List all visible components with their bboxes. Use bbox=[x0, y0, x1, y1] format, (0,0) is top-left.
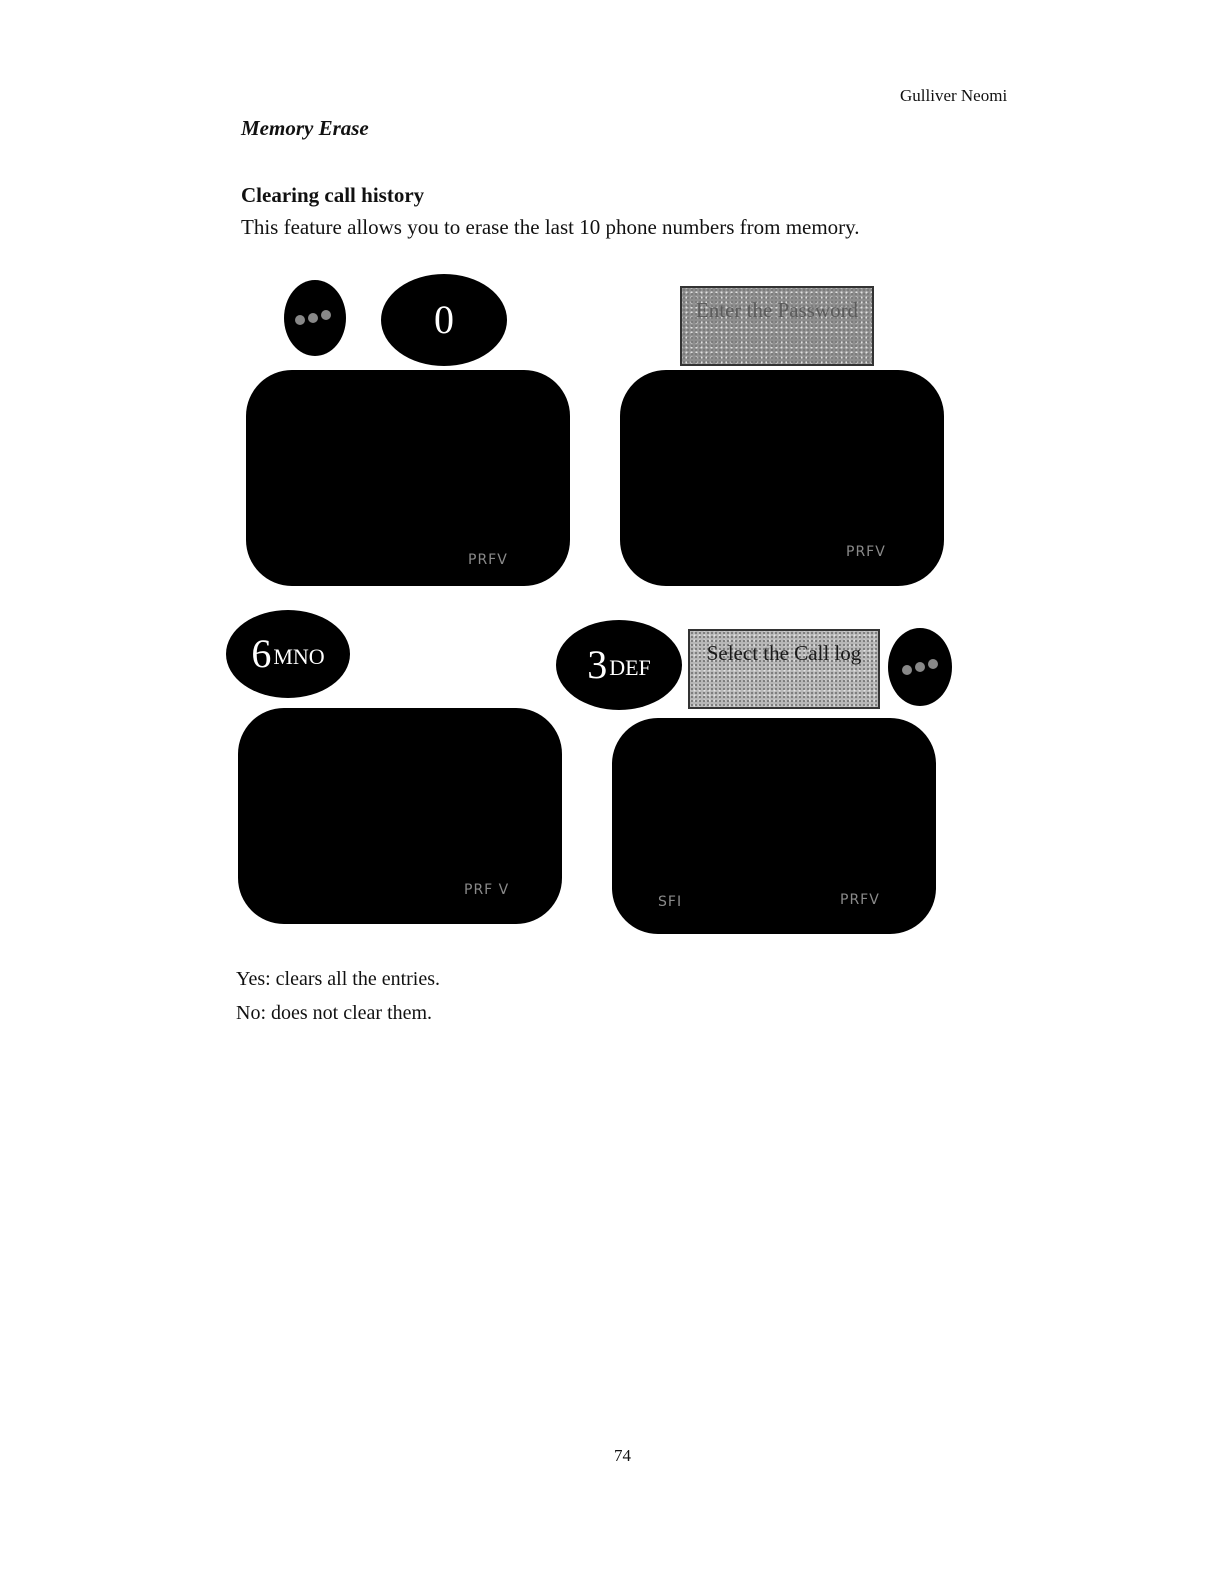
heading: Clearing call history bbox=[241, 183, 425, 207]
menu-key-icon bbox=[888, 628, 952, 706]
key-0 bbox=[381, 274, 507, 366]
phone-screen-4 bbox=[612, 718, 936, 934]
phone-screen-3 bbox=[238, 708, 562, 924]
softkey-prev-faded: PRF V bbox=[464, 882, 510, 898]
key-3-digit: 3 bbox=[587, 642, 608, 687]
softkey-sel: SFI bbox=[658, 894, 683, 910]
phone-screen-1 bbox=[246, 370, 570, 586]
phone-screen-2 bbox=[620, 370, 944, 586]
intro-text: This feature allows you to erase the last 10 phone numbers from memory. bbox=[241, 215, 860, 239]
call-log-callout bbox=[688, 629, 880, 709]
note-yes: Yes: clears all the entries. bbox=[236, 968, 441, 990]
section-title: Memory Erase bbox=[241, 116, 369, 140]
password-callout-text: Enter the Password bbox=[695, 298, 859, 322]
password-callout bbox=[680, 286, 874, 366]
header-author: Gulliver Neomi bbox=[900, 86, 1008, 105]
note-no: No: does not clear them. bbox=[236, 1002, 433, 1024]
softkey-prev: PRFV bbox=[468, 552, 508, 568]
softkey-prev: PRFV bbox=[846, 544, 886, 560]
key-6-letters: MNO bbox=[273, 644, 325, 669]
menu-key-icon bbox=[284, 280, 346, 356]
softkey-prev: PRFV bbox=[840, 892, 880, 908]
key-3-letters: DEF bbox=[609, 655, 651, 680]
call-log-callout-text: Select the Call log bbox=[706, 641, 862, 665]
key-0-digit: 0 bbox=[434, 297, 454, 342]
key-6-digit: 6 bbox=[251, 631, 272, 676]
key-6-mno bbox=[226, 610, 350, 698]
key-3-def bbox=[556, 620, 682, 710]
page-number: 74 bbox=[614, 1446, 631, 1465]
